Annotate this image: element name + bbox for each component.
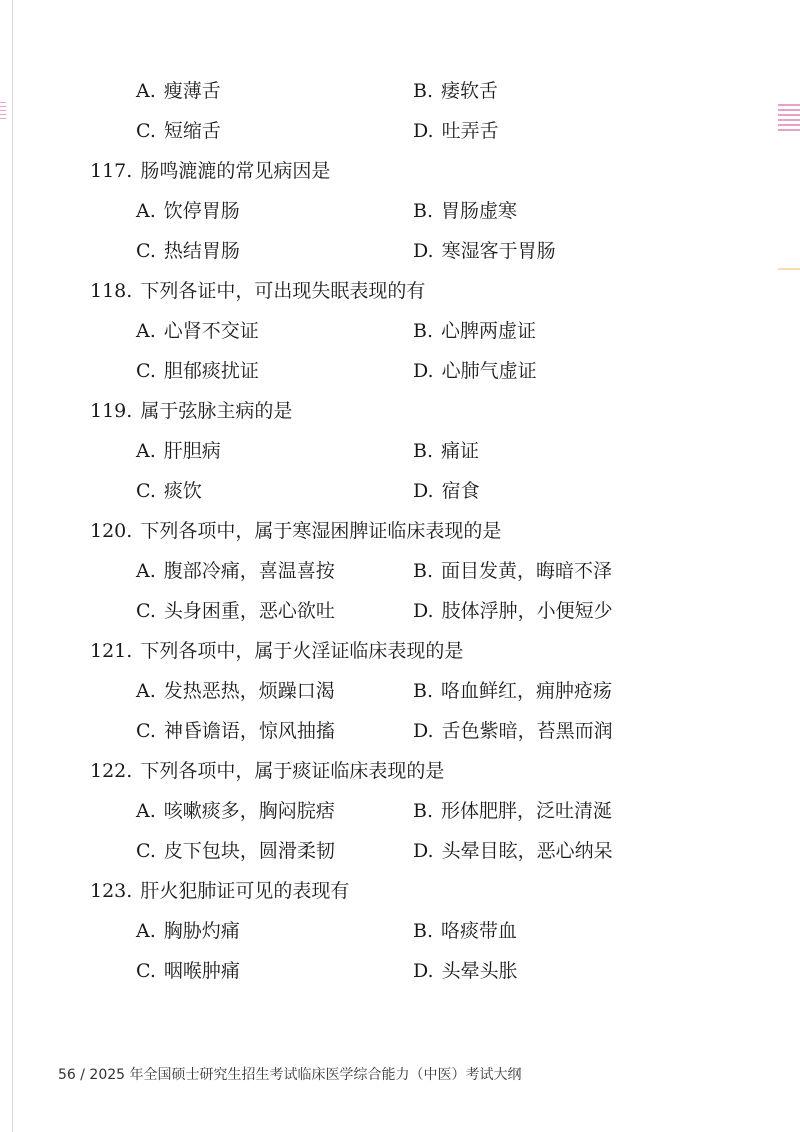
answer-option — [413, 716, 613, 746]
answer-option — [136, 956, 240, 986]
answer-option — [136, 676, 335, 706]
option-label: C. — [136, 840, 156, 862]
option-label: D. — [413, 840, 434, 862]
answer-option — [413, 956, 518, 986]
option-label: B. — [413, 800, 434, 822]
answer-option — [136, 836, 335, 866]
option-text: 肢体浮肿，小便短少 — [441, 600, 613, 622]
answer-option — [136, 556, 335, 586]
right-edge-tab-mark — [778, 104, 800, 132]
option-text: 痛证 — [441, 440, 480, 462]
answer-option — [136, 76, 221, 106]
option-label: B. — [413, 920, 434, 942]
question-text: 下列各证中，可出现失眠表现的有 — [140, 280, 426, 302]
right-edge-tab-mark-lower — [778, 268, 800, 270]
option-text: 宿食 — [441, 480, 480, 502]
answer-option — [136, 316, 259, 346]
answer-option — [136, 356, 259, 386]
answer-option — [413, 836, 613, 866]
question-text: 肝火犯肺证可见的表现有 — [140, 880, 350, 902]
answer-option — [413, 796, 612, 826]
question-stem — [90, 276, 425, 306]
answer-option — [136, 916, 240, 946]
answer-option — [413, 196, 517, 226]
option-text: 神昏谵语，惊风抽搐 — [163, 720, 335, 742]
option-text: 瘦薄舌 — [163, 80, 221, 102]
option-label: C. — [136, 600, 156, 622]
option-text: 痰饮 — [163, 480, 202, 502]
answer-option — [413, 76, 498, 106]
option-label: C. — [136, 240, 156, 262]
option-text: 腹部冷痛，喜温喜按 — [163, 560, 335, 582]
answer-option — [413, 116, 499, 146]
question-number: 120. — [90, 520, 133, 542]
option-label: A. — [136, 560, 156, 582]
question-text: 下列各项中，属于火淫证临床表现的是 — [140, 640, 464, 662]
option-label: B. — [413, 200, 434, 222]
question-text: 下列各项中，属于痰证临床表现的是 — [140, 760, 445, 782]
question-stem — [90, 756, 444, 786]
option-label: D. — [413, 720, 434, 742]
option-text: 形体肥胖，泛吐清涎 — [441, 800, 613, 822]
option-label: A. — [136, 200, 156, 222]
option-text: 短缩舌 — [163, 120, 221, 142]
option-label: A. — [136, 920, 156, 942]
left-edge-mark — [0, 102, 6, 120]
answer-option — [136, 236, 240, 266]
option-label: A. — [136, 800, 156, 822]
option-text: 咯痰带血 — [441, 920, 518, 942]
answer-option — [136, 716, 335, 746]
option-label: B. — [413, 80, 434, 102]
option-text: 面目发黄，晦暗不泽 — [441, 560, 613, 582]
option-text: 心肾不交证 — [163, 320, 259, 342]
option-text: 胃肠虚寒 — [441, 200, 518, 222]
question-text: 肠鸣漉漉的常见病因是 — [140, 160, 331, 182]
option-label: A. — [136, 440, 156, 462]
question-text: 下列各项中，属于寒湿困脾证临床表现的是 — [140, 520, 502, 542]
option-text: 寒湿客于胃肠 — [441, 240, 556, 262]
option-text: 头晕头胀 — [441, 960, 518, 982]
question-number: 122. — [90, 760, 133, 782]
answer-option — [136, 196, 240, 226]
option-text: 吐弄舌 — [441, 120, 499, 142]
answer-option — [413, 596, 613, 626]
option-text: 饮停胃肠 — [163, 200, 240, 222]
answer-option — [413, 556, 612, 586]
option-text: 心肺气虚证 — [441, 360, 537, 382]
option-label: C. — [136, 720, 156, 742]
question-number: 117. — [90, 160, 133, 182]
answer-option — [413, 676, 612, 706]
option-text: 胆郁痰扰证 — [163, 360, 259, 382]
option-text: 发热恶热，烦躁口渴 — [163, 680, 335, 702]
question-stem — [90, 156, 330, 186]
answer-option — [413, 356, 537, 386]
question-stem — [90, 876, 349, 906]
option-label: D. — [413, 240, 434, 262]
option-text: 痿软舌 — [441, 80, 499, 102]
option-label: C. — [136, 120, 156, 142]
question-stem — [90, 636, 463, 666]
question-stem — [90, 516, 501, 546]
option-label: B. — [413, 560, 434, 582]
answer-option — [413, 436, 479, 466]
option-text: 胸胁灼痛 — [163, 920, 240, 942]
answer-option — [136, 796, 335, 826]
option-label: D. — [413, 960, 434, 982]
option-text: 咽喉肿痛 — [163, 960, 240, 982]
question-stem — [90, 396, 292, 426]
option-label: C. — [136, 480, 156, 502]
option-text: 头身困重，恶心欲吐 — [163, 600, 335, 622]
answer-option — [413, 236, 556, 266]
answer-option — [136, 436, 221, 466]
option-label: A. — [136, 680, 156, 702]
option-text: 咯血鲜红，痈肿疮疡 — [441, 680, 613, 702]
option-label: D. — [413, 360, 434, 382]
question-number: 121. — [90, 640, 133, 662]
option-label: D. — [413, 600, 434, 622]
answer-option — [136, 596, 335, 626]
question-text: 属于弦脉主病的是 — [140, 400, 293, 422]
option-label: C. — [136, 960, 156, 982]
option-label: B. — [413, 680, 434, 702]
option-label: A. — [136, 80, 156, 102]
option-label: D. — [413, 480, 434, 502]
answer-option — [136, 116, 221, 146]
option-label: B. — [413, 440, 434, 462]
answer-option — [136, 476, 202, 506]
option-text: 舌色紫暗，苔黑而润 — [441, 720, 613, 742]
option-text: 心脾两虚证 — [441, 320, 537, 342]
question-number: 118. — [90, 280, 133, 302]
option-label: D. — [413, 120, 434, 142]
option-label: B. — [413, 320, 434, 342]
option-text: 皮下包块，圆滑柔韧 — [163, 840, 335, 862]
answer-option — [413, 916, 517, 946]
option-label: A. — [136, 320, 156, 342]
page-edge-line — [12, 0, 13, 1132]
option-text: 咳嗽痰多，胸闷脘痞 — [163, 800, 335, 822]
question-number: 119. — [90, 400, 133, 422]
question-number: 123. — [90, 880, 133, 902]
answer-option — [413, 476, 480, 506]
option-text: 头晕目眩，恶心纳呆 — [441, 840, 613, 862]
option-text: 肝胆病 — [163, 440, 221, 462]
option-text: 热结胃肠 — [163, 240, 240, 262]
option-label: C. — [136, 360, 156, 382]
page-footer: 56 / 2025 年全国硕士研究生招生考试临床医学综合能力（中医）考试大纲 — [58, 1067, 522, 1083]
answer-option — [413, 316, 536, 346]
